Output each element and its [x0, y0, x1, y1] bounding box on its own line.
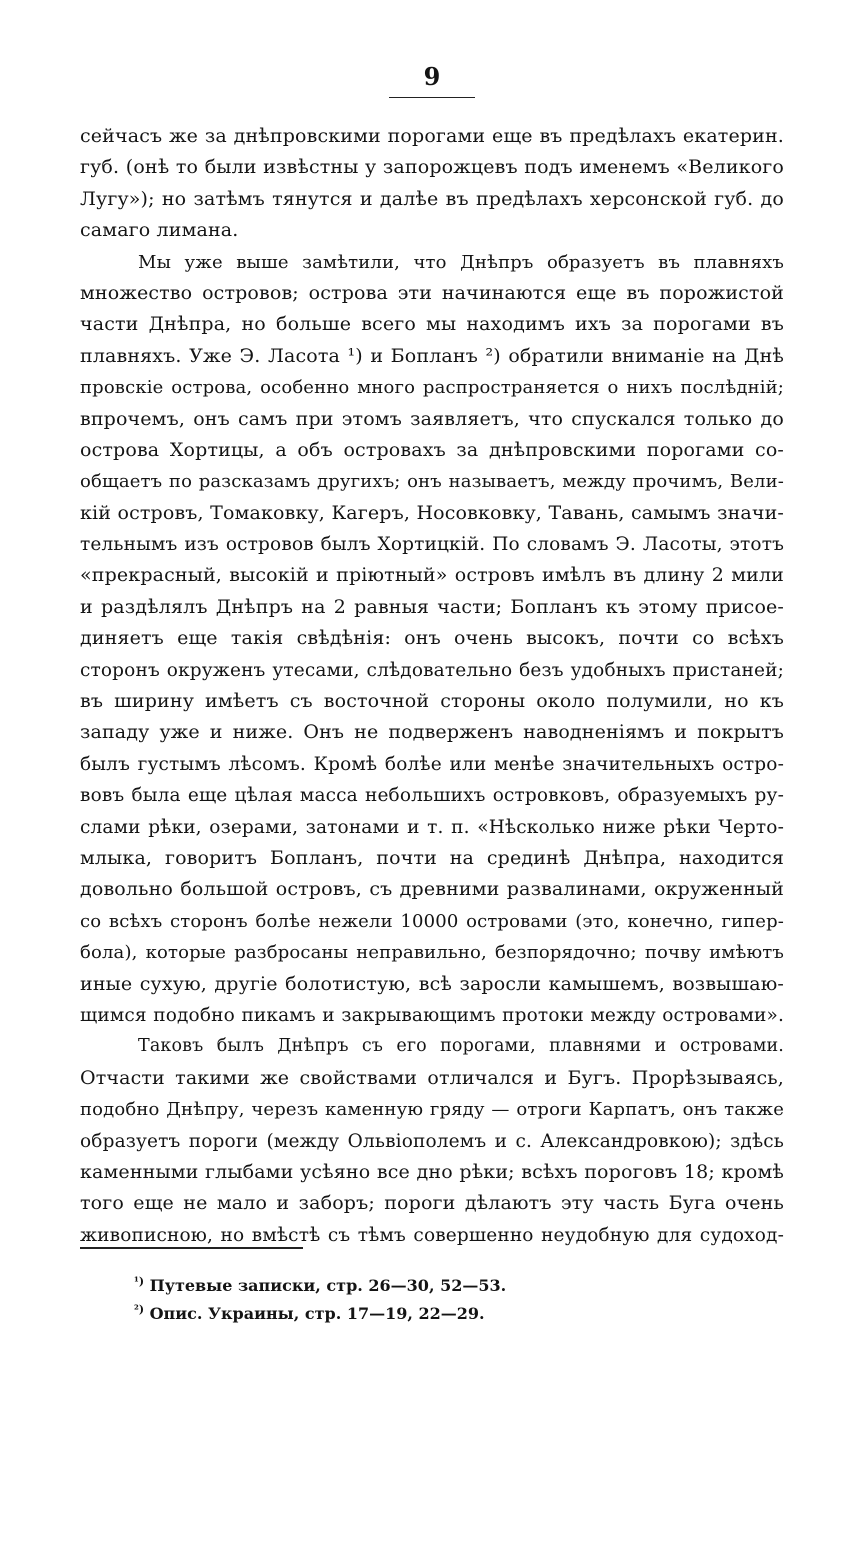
text-line: самаго лимана. [80, 219, 239, 242]
footnote-marker: ¹) [134, 1275, 145, 1288]
text-line: общаетъ по разсказамъ другихъ; онъ называетъ, между прочимъ, Вели- [80, 471, 784, 493]
paragraph-start-line: Мы уже выше замѣтили, что Днѣпръ образуетъ въ плавняхъ [138, 251, 784, 273]
text-line: плавняхъ. Уже Э. Ласота ¹) и Бопланъ ²) обратили вниманіе на Днѣ [80, 344, 784, 367]
text-line: щимся подобно пикамъ и закрывающимъ протоки между островами». [80, 1004, 784, 1026]
text-line: части Днѣпра, но больше всего мы находимъ ихъ за порогами въ [80, 313, 784, 336]
text-line: слами рѣки, озерами, затонами и т. п. «Нѣсколько ниже рѣки Черто- [80, 816, 784, 838]
text-line: провскіе острова, особенно много распространяется о нихъ послѣдній; [80, 377, 784, 399]
footnote-separator [80, 1247, 303, 1249]
text-line: острова Хортицы, а объ островахъ за днѣпровскими порогами со- [80, 438, 784, 461]
text-line: тельнымъ изъ островов былъ Хортицкій. По словамъ Э. Ласоты, этотъ [80, 534, 784, 556]
text-line: того еще не мало и заборъ; пороги дѣлаютъ эту часть Буга очень [80, 1192, 784, 1215]
footnote-text: Опис. Украины, стр. 17—19, 22—29. [149, 1304, 485, 1323]
text-line: и раздѣлялъ Днѣпръ на 2 равныя части; Бопланъ къ этому присое- [80, 595, 784, 618]
text-line: Лугу»); но затѣмъ тянутся и далѣе въ предѣлахъ херсонской губ. до [80, 187, 784, 210]
footnote-marker: ²) [134, 1303, 145, 1316]
footnote-2 [134, 1300, 734, 1328]
page-number: 9 [423, 62, 441, 91]
text-line: сейчасъ же за днѣпровскими порогами еще въ предѣлахъ екатерин. [80, 125, 784, 147]
text-line: былъ густымъ лѣсомъ. Кромѣ болѣе или менѣе значительныхъ остро- [80, 753, 784, 775]
text-line: бола), которые разбросаны неправильно, безпорядочно; почву имѣютъ [80, 942, 784, 964]
text-line: сторонъ окруженъ утесами, слѣдовательно безъ удобныхъ пристаней; [80, 659, 784, 681]
page-number-underline [389, 97, 475, 98]
text-line: губ. (онѣ то были извѣстны у запорожцевъ подъ именемъ «Великого [80, 156, 784, 179]
text-line: диняетъ еще такія свѣдѣнія: онъ очень высокъ, почти со всѣхъ [80, 627, 784, 650]
footnote-text: Путевые записки, стр. 26—30, 52—53. [149, 1276, 507, 1295]
text-line: впрочемъ, онъ самъ при этомъ заявляетъ, что спускался только до [80, 407, 784, 430]
text-line: млыка, говоритъ Бопланъ, почти на срединѣ Днѣпра, находится [80, 846, 784, 869]
text-line: Отчасти такими же свойствами отличался и Бугъ. Прорѣзываясь, [80, 1066, 784, 1089]
text-line: образуетъ пороги (между Ольвіополемъ и с. Александровкою); здѣсь [80, 1130, 784, 1152]
text-line: вовъ была еще цѣлая масса небольшихъ островковъ, образуемыхъ ру- [80, 785, 784, 807]
body-text [80, 121, 784, 1251]
text-line: каменными глыбами усѣяно все дно рѣки; всѣхъ пороговъ 18; кромѣ [80, 1160, 784, 1183]
text-line: кій островъ, Томаковку, Кагеръ, Носовковку, Тавань, самымъ значи- [80, 501, 784, 524]
text-line: въ ширину имѣетъ съ восточной стороны около полумили, но къ [80, 690, 784, 713]
text-line: западу уже и ниже. Онъ не подверженъ наводненіямъ и покрытъ [80, 721, 784, 744]
footnotes [134, 1272, 734, 1328]
text-line: множество островов; острова эти начинаются еще въ порожистой [80, 281, 784, 304]
text-line: живописною, но вмѣстѣ съ тѣмъ совершенно неудобную для судоход- [80, 1224, 784, 1246]
paragraph-start-line: Таковъ былъ Днѣпръ съ его порогами, плавнями и островами. [138, 1036, 784, 1057]
text-line: иные сухую, другіе болотистую, всѣ заросли камышемъ, возвышаю- [80, 972, 784, 995]
text-line: подобно Днѣпру, черезъ каменную гряду — отроги Карпатъ, онъ также [80, 1099, 784, 1121]
text-line: со всѣхъ сторонъ болѣе нежели 10000 островами (это, конечно, гипер- [80, 910, 784, 932]
footnote-1 [134, 1272, 734, 1300]
text-line: довольно большой островъ, съ древними развалинами, окруженный [80, 878, 784, 901]
text-line: «прекрасный, высокій и пріютный» островъ имѣлъ въ длину 2 мили [80, 564, 784, 587]
